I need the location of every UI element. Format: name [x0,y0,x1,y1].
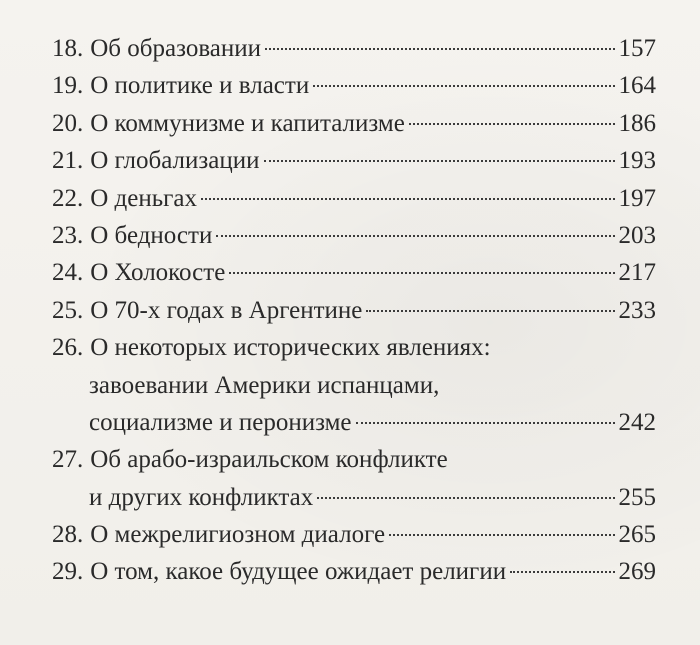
dot-leader [229,272,614,274]
dot-leader [510,571,614,573]
toc-entry-page: 269 [618,558,656,586]
toc-entry-page: 265 [618,521,656,549]
toc-entry-number: 23. [52,221,84,249]
toc-entry-19 [52,67,656,104]
toc-entry-page: 217 [618,259,656,287]
toc-entry-number: 29. [52,558,84,586]
table-of-contents [52,30,656,591]
toc-entry-title-line: и других конфликтах [89,483,314,511]
toc-entry-title: О бедности [90,221,213,249]
toc-entry-number: 25. [52,296,84,324]
dot-leader [216,235,614,237]
toc-entry-page: 186 [618,109,656,137]
toc-entry-28 [52,516,656,553]
toc-entry-number: 24. [52,259,84,287]
toc-entry-page: 193 [618,147,656,175]
toc-entry-title: О Холокосте [90,259,226,287]
toc-entry-21 [52,142,656,179]
toc-entry-title: О коммунизме и капитализме [90,109,405,137]
toc-entry-number: 20. [52,109,84,137]
toc-entry-title: О том, какое будущее ожидает религии [90,558,507,586]
toc-entry-number: 26. [52,334,84,362]
toc-entry-page: 242 [618,408,656,436]
toc-entry-page: 164 [618,72,656,100]
toc-entry-20 [52,105,656,142]
dot-leader [409,123,615,125]
toc-entry-page: 255 [618,483,656,511]
toc-entry-title: О 70-х годах в Аргентине [90,296,363,324]
dot-leader [201,198,614,200]
toc-entry-title: О деньгах [90,184,198,212]
dot-leader [265,48,614,50]
toc-entry-number: 28. [52,521,84,549]
toc-entry-page: 233 [618,296,656,324]
dot-leader [389,534,614,536]
toc-entry-18 [52,30,656,67]
toc-entry-22 [52,180,656,217]
toc-entry-page: 157 [618,35,656,62]
toc-entry-title: О политике и власти [90,72,310,100]
toc-entry-page: 203 [618,221,656,249]
toc-entry-24 [52,254,656,291]
toc-entry-number: 22. [52,184,84,212]
toc-entry-number: 27. [52,446,84,474]
toc-entry-number: 18. [52,35,84,62]
toc-entry-29 [52,553,656,590]
dot-leader [264,160,615,162]
toc-entry-title-line: социализме и перонизме [89,408,352,436]
toc-entry-title: Об образовании [90,35,262,62]
dot-leader [313,85,614,87]
toc-entry-number: 19. [52,72,84,100]
toc-entry-title-line: завоевании Америки испанцами, [89,371,440,399]
toc-entry-27 [52,441,656,516]
toc-entry-23 [52,217,656,254]
dot-leader [317,497,614,499]
toc-entry-25 [52,292,656,329]
toc-entry-title-line: Об арабо-израильском конфликте [90,446,448,474]
toc-entry-title-line: О некоторых исторических явлениях: [90,334,491,362]
dot-leader [366,310,614,312]
toc-entry-26 [52,329,656,441]
toc-entry-title: О глобализации [90,147,260,175]
toc-entry-page: 197 [618,184,656,212]
dot-leader [356,422,615,424]
toc-entry-title: О межрелигиозном диалоге [90,521,386,549]
toc-entry-number: 21. [52,147,84,175]
